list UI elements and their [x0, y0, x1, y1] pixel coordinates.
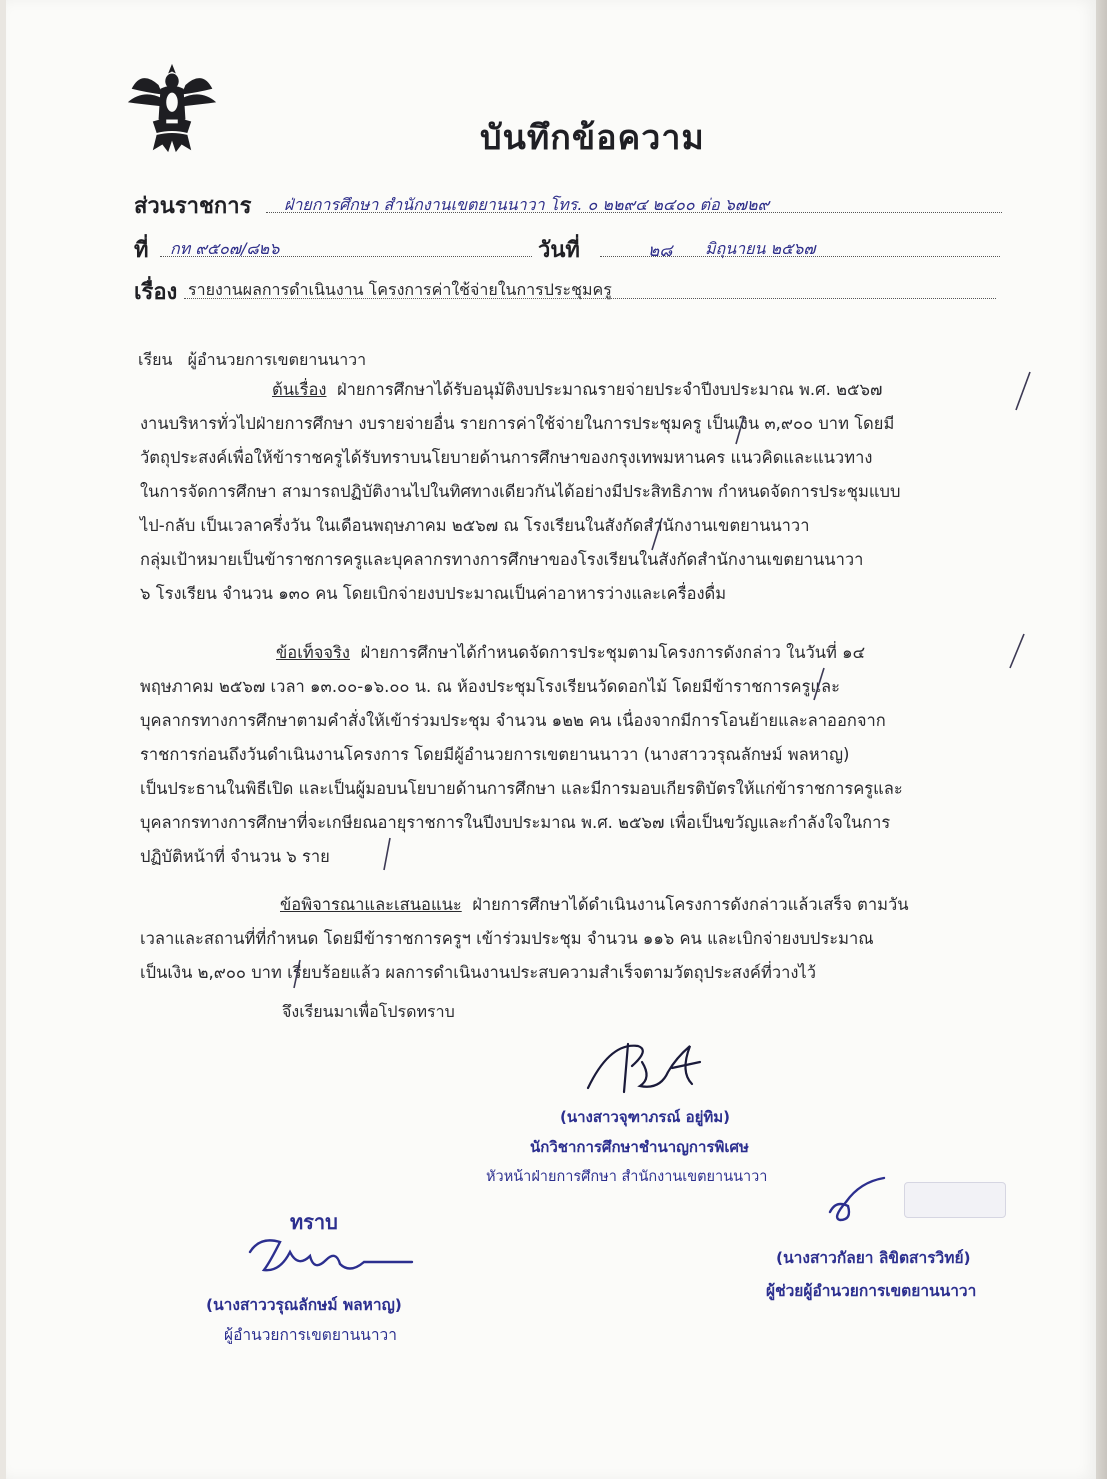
section-background-line: วัตถุประสงค์เพื่อให้ข้าราชครูได้รับทราบนโยบายด้านการศึกษาของกรุงเทพมหานคร แนวคิดและแนวทาง: [140, 448, 873, 467]
subject-dotline: [184, 298, 996, 299]
section-recommendation-line: ฝ่ายการศึกษาได้ดำเนินงานโครงการดังกล่าวแล้วเสร็จ ตามวัน: [472, 895, 909, 914]
section-facts: [140, 636, 1020, 874]
redacted-mark: [904, 1182, 1006, 1218]
director-signature: [240, 1232, 420, 1282]
section-facts-line: บุคลากรทางการศึกษาตามคำสั่งให้เข้าร่วมประชุม จำนวน ๑๒๒ คน เนื่องจากมีการโอนย้ายและลาออกจาก: [140, 711, 886, 730]
section-facts-heading: ข้อเท็จจริง: [276, 643, 350, 662]
date-dotline: [600, 256, 1000, 257]
section-background-line: กลุ่มเป้าหมายเป็นข้าราชการครูและบุคลากรทางการศึกษาของโรงเรียนในสังกัดสำนักงานเขตยานนาวา: [140, 550, 864, 569]
agency-value: ฝ่ายการศึกษา สำนักงานเขตยานนาวา โทร. ๐ ๒๒๙๔ ๒๔๐๐ ต่อ ๖๗๒๙: [284, 195, 770, 214]
assistant-signature: [822, 1172, 902, 1232]
subject-label: เรื่อง: [134, 280, 178, 305]
section-recommendation-line: เวลาและสถานที่ที่กำหนด โดยมีข้าราชการครูฯ เข้าร่วมประชุม จำนวน ๑๑๖ คน และเบิกจ่ายงบประมาณ: [140, 929, 874, 948]
section-recommendation-heading: ข้อพิจารณาและเสนอแนะ: [280, 895, 462, 914]
garuda-emblem-icon: [124, 60, 220, 156]
assistant-position: ผู้ช่วยผู้อำนวยการเขตยานนาวา: [766, 1282, 977, 1300]
date-label: วันที่: [538, 238, 580, 263]
section-background-line: ๖ โรงเรียน จำนวน ๑๓๐ คน โดยเบิกจ่ายงบประมาณเป็นค่าอาหารว่างและเครื่องดื่ม: [140, 584, 727, 603]
section-facts-line: เป็นประธานในพิธีเปิด และเป็นผู้มอบนโยบายด้านการศึกษา และมีการมอบเกียรติบัตรให้แก่ข้าราชการครูและ: [140, 779, 903, 798]
ref-label: ที่: [134, 238, 149, 263]
closing: จึงเรียนมาเพื่อโปรดทราบ: [282, 1002, 455, 1021]
director-position: ผู้อำนวยการเขตยานนาวา: [224, 1326, 397, 1344]
section-facts-line: ปฏิบัติหน้าที่ จำนวน ๖ ราย: [140, 847, 330, 866]
section-recommendation-line: เป็นเงิน ๒,๙๐๐ บาท เรียบร้อยแล้ว ผลการดำเนินงานประสบความสำเร็จตามวัตถุประสงค์ที่วางไว้: [140, 963, 816, 982]
memo-title: บันทึกข้อความ: [480, 118, 705, 158]
section-facts-line: ราชการก่อนถึงวันดำเนินงานโครงการ โดยมีผู้อำนวยการเขตยานนาวา (นางสาววรุณลักษม์ พลหาญ): [140, 745, 850, 764]
date-day: ๒๘: [648, 241, 673, 261]
section-background: [140, 373, 1020, 611]
salutation: เรียน ผู้อำนวยการเขตยานนาวา: [138, 350, 367, 369]
ref-dotline: [160, 256, 532, 257]
author-unit: หัวหน้าฝ่ายการศึกษา สำนักงานเขตยานนาวา: [486, 1169, 768, 1185]
author-position: นักวิชาการศึกษาชำนาญการพิเศษ: [530, 1138, 749, 1156]
section-facts-line: บุคลากรทางการศึกษาที่จะเกษียณอายุราชการในปีงบประมาณ พ.ศ. ๒๕๖๗ เพื่อเป็นขวัญและกำลังใจในการ: [140, 813, 891, 832]
director-name: (นางสาววรุณลักษม์ พลหาญ): [206, 1296, 402, 1314]
section-background-line: ฝ่ายการศึกษาได้รับอนุมัติงบประมาณรายจ่ายประจำปีงบประมาณ พ.ศ. ๒๕๖๗: [336, 380, 883, 399]
paper-edge: [1096, 0, 1107, 1479]
section-background-line: งานบริหารทั่วไปฝ่ายการศึกษา งบรายจ่ายอื่น รายการค่าใช้จ่ายในการประชุมครู เป็นเงิน ๓,๙๐๐ บาท โดยมี: [140, 414, 895, 433]
section-facts-line: พฤษภาคม ๒๕๖๗ เวลา ๑๓.๐๐-๑๖.๐๐ น. ณ ห้องประชุมโรงเรียนวัดดอกไม้ โดยมีข้าราชการครูและ: [140, 677, 841, 696]
ack-label: ทราบ: [290, 1210, 338, 1234]
agency-label: ส่วนราชการ: [134, 194, 252, 219]
author-signature: [580, 1032, 710, 1102]
ref-value: กท ๙๕๐๗/๘๒๖: [170, 239, 280, 258]
assistant-name: (นางสาวกัลยา ลิขิตสารวิทย์): [776, 1249, 971, 1267]
agency-dotline: [266, 212, 1002, 213]
section-background-line: ในการจัดการศึกษา สามารถปฏิบัติงานไปในทิศทางเดียวกันได้อย่างมีประสิทธิภาพ กำหนดจัดการประชุมแบบ: [140, 482, 901, 501]
date-month-year: มิถุนายน ๒๕๖๗: [705, 239, 816, 258]
section-recommendation: [140, 888, 1020, 990]
section-facts-line: ฝ่ายการศึกษาได้กำหนดจัดการประชุมตามโครงการดังกล่าว ในวันที่ ๑๔: [360, 643, 866, 662]
subject-value: รายงานผลการดำเนินงาน โครงการค่าใช้จ่ายในการประชุมครู: [188, 280, 612, 299]
section-background-line: ไป-กลับ เป็นเวลาครึ่งวัน ในเดือนพฤษภาคม ๒๕๖๗ ณ โรงเรียนในสังกัดสำนักงานเขตยานนาวา: [140, 516, 810, 535]
author-name: (นางสาวจุฑาภรณ์ อยู่ทิม): [560, 1108, 731, 1126]
section-background-heading: ต้นเรื่อง: [272, 380, 327, 399]
